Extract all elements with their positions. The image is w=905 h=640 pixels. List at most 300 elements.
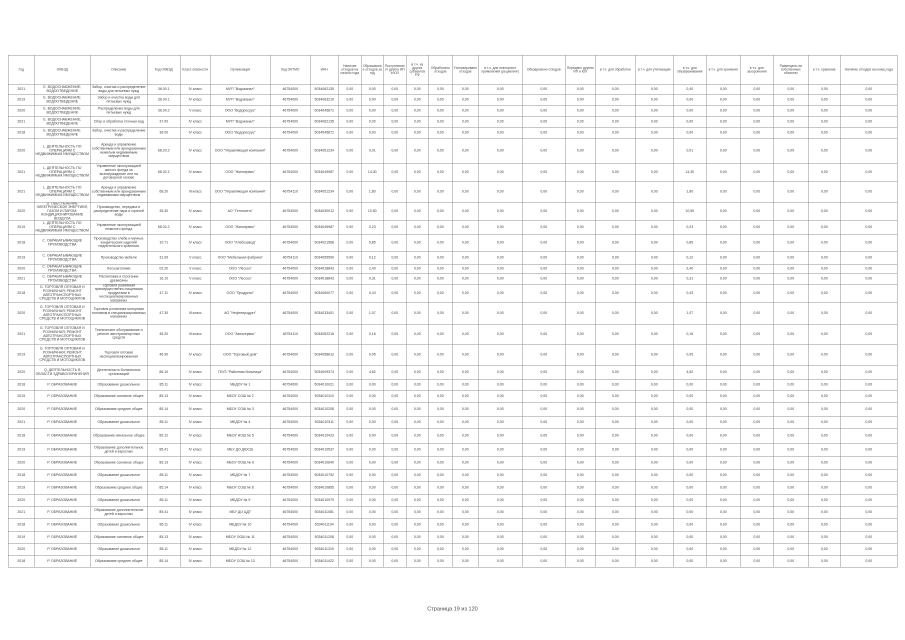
value-cell: 0,00 [707, 482, 741, 495]
hazard-class-cell: IV класс [181, 221, 211, 235]
oktmo-cell: 46754000 [271, 106, 311, 117]
value-cell: 0,00 [384, 444, 407, 457]
value-cell: 0,00 [841, 429, 898, 444]
inn-cell: 5034021568 [311, 235, 339, 252]
value-cell: 0,00 [841, 366, 898, 380]
value-cell: 0,00 [479, 182, 523, 203]
description-cell: Забор и очистка воды для питьевых нужд [91, 95, 148, 106]
value-cell: 0,00 [596, 470, 636, 482]
waste-table [8, 55, 898, 568]
value-cell: 0,00 [429, 117, 453, 128]
value-cell: 0,00 [707, 495, 741, 507]
value-cell: 0,00 [566, 252, 596, 265]
value-cell: 0,00 [429, 345, 453, 366]
okved-code-cell: 68.32.2 [148, 221, 181, 235]
value-cell: 0,85 [362, 235, 384, 252]
value-cell: 0,00 [479, 285, 523, 303]
value-cell: 0,00 [841, 556, 898, 568]
description-cell: Забор, очистка и распределение воды [91, 128, 148, 139]
inn-cell: 5034062135 [311, 85, 339, 95]
description-cell: Аренда и управление собственным или арендованным нежилым недвижимым имуществом [91, 139, 148, 164]
oktmo-cell: 46754000 [271, 482, 311, 495]
value-cell: 0,00 [429, 429, 453, 444]
column-header: в т.ч. хранение [809, 56, 841, 85]
value-cell: 0,00 [809, 221, 841, 235]
value-cell: 0,00 [453, 366, 479, 380]
description-cell: Образование дошкольное [91, 417, 148, 429]
hazard-class-cell: V класс [181, 265, 211, 274]
value-cell: 0,00 [636, 366, 674, 380]
hazard-class-cell: IV класс [181, 507, 211, 519]
organization-cell: МБОУ СОШ № 13 [211, 556, 271, 568]
value-cell: 0,00 [453, 117, 479, 128]
inn-cell: 5034011319 [311, 544, 339, 556]
hazard-class-cell: IV класс [181, 519, 211, 532]
value-cell: 0,00 [707, 303, 741, 325]
inn-cell: 5034010640 [311, 457, 339, 470]
value-cell: 0,00 [453, 85, 479, 95]
value-cell: 0,00 [636, 403, 674, 417]
value-cell: 0,00 [453, 139, 479, 164]
value-cell: 0,00 [674, 544, 707, 556]
hazard-class-cell: IV класс [181, 235, 211, 252]
value-cell: 0,00 [596, 544, 636, 556]
value-cell: 0,00 [741, 106, 774, 117]
value-cell: 0,00 [707, 235, 741, 252]
value-cell: 0,00 [809, 265, 841, 274]
okved-code-cell: 85.12 [148, 429, 181, 444]
value-cell: 0,00 [479, 117, 523, 128]
value-cell: 0,00 [774, 507, 809, 519]
value-cell: 0,00 [523, 544, 566, 556]
value-cell: 0,00 [384, 182, 407, 203]
value-cell: 0,00 [707, 285, 741, 303]
value-cell: 0,00 [841, 285, 898, 303]
value-cell: 0,00 [523, 429, 566, 444]
value-cell: 0,00 [339, 556, 362, 568]
value-cell: 0,00 [774, 345, 809, 366]
value-cell: 0,00 [707, 265, 741, 274]
value-cell: 0,00 [774, 274, 809, 285]
organization-cell: МБУ ДО ДЮСШ [211, 444, 271, 457]
column-header: Передано другим ИП и ЮЛ [566, 56, 596, 85]
okved-section-cell: L. ДЕЯТЕЛЬНОСТЬ ПО ОПЕРАЦИЯМ С НЕДВИЖИМЫМ ИМУЩЕСТВОМ [35, 164, 91, 182]
value-cell: 0,00 [596, 482, 636, 495]
value-cell: 0,00 [453, 519, 479, 532]
value-cell: 0,00 [566, 95, 596, 106]
value-cell: 0,00 [707, 182, 741, 203]
value-cell: 0,00 [774, 265, 809, 274]
value-cell: 0,00 [429, 391, 453, 403]
value-cell: 0,00 [407, 444, 429, 457]
value-cell: 0,00 [407, 274, 429, 285]
hazard-class-cell: IV класс [181, 139, 211, 164]
value-cell: 0,00 [384, 303, 407, 325]
description-cell: Лесозаготовки [91, 265, 148, 274]
value-cell: 0,00 [566, 128, 596, 139]
value-cell: 1,80 [362, 182, 384, 203]
value-cell: 0,00 [407, 85, 429, 95]
value-cell: 0,00 [707, 403, 741, 417]
value-cell: 0,00 [841, 203, 898, 221]
value-cell: 0,00 [566, 366, 596, 380]
year-cell: 2020 [9, 265, 35, 274]
okved-section-cell: Р. ОБРАЗОВАНИЕ [35, 507, 91, 519]
description-cell: Образование дополнительное детей и взрослых [91, 507, 148, 519]
value-cell: 0,00 [566, 470, 596, 482]
value-cell: 0,00 [429, 470, 453, 482]
description-cell: Образование дошкольное [91, 544, 148, 556]
okved-section-cell: Р. ОБРАЗОВАНИЕ [35, 403, 91, 417]
inn-cell: 5034049987 [311, 164, 339, 182]
value-cell: 0,00 [407, 403, 429, 417]
value-cell: 0,00 [809, 274, 841, 285]
value-cell: 0,00 [596, 457, 636, 470]
organization-cell: МУП "Водоканал" [211, 85, 271, 95]
value-cell: 0,00 [384, 544, 407, 556]
okved-code-cell: 85.11 [148, 495, 181, 507]
value-cell: 0,00 [407, 164, 429, 182]
value-cell: 0,23 [674, 221, 707, 235]
hazard-class-cell: IV класс [181, 556, 211, 568]
value-cell: 0,00 [384, 417, 407, 429]
value-cell: 0,00 [523, 85, 566, 95]
value-cell: 0,00 [596, 95, 636, 106]
value-cell: 0,00 [339, 482, 362, 495]
value-cell: 0,00 [674, 106, 707, 117]
value-cell: 0,00 [741, 117, 774, 128]
value-cell: 0,00 [774, 417, 809, 429]
value-cell: 0,00 [774, 285, 809, 303]
value-cell: 0,00 [523, 532, 566, 544]
inn-cell: 5034010865 [311, 482, 339, 495]
value-cell: 0,00 [596, 164, 636, 182]
organization-cell: ООО "Водоресурс" [211, 106, 271, 117]
value-cell: 0,00 [429, 482, 453, 495]
value-cell: 0,00 [809, 532, 841, 544]
value-cell: 2,40 [674, 265, 707, 274]
value-cell: 0,00 [741, 285, 774, 303]
value-cell: 0,00 [636, 285, 674, 303]
value-cell: 0,00 [339, 470, 362, 482]
column-header: Код ОКТМО [271, 56, 311, 85]
value-cell: 0,00 [453, 182, 479, 203]
value-cell: 0,00 [384, 345, 407, 366]
value-cell: 0,00 [479, 303, 523, 325]
value-cell: 0,00 [407, 203, 429, 221]
column-header: Код ОКВЭД [148, 56, 181, 85]
value-cell: 0,00 [596, 139, 636, 164]
value-cell: 0,00 [339, 325, 362, 345]
okved-section-cell: Е. ВОДОСНАБЖЕНИЕ; ВОДООТВЕДЕНИЕ [35, 128, 91, 139]
value-cell: 0,00 [384, 325, 407, 345]
value-cell: 0,00 [429, 128, 453, 139]
value-cell: 0,00 [566, 380, 596, 391]
value-cell: 0,00 [841, 106, 898, 117]
description-cell: Управление эксплуатацией жилого фонда за вознаграждение или на договорной основе [91, 164, 148, 182]
value-cell: 0,00 [741, 203, 774, 221]
organization-cell: ГБУЗ "Районная больница" [211, 366, 271, 380]
value-cell: 0,00 [596, 507, 636, 519]
okved-section-cell: L. ДЕЯТЕЛЬНОСТЬ ПО ОПЕРАЦИЯМ С НЕДВИЖИМЫМ ИМУЩЕСТВОМ [35, 221, 89, 233]
value-cell: 0,00 [741, 95, 774, 106]
value-cell: 0,00 [566, 495, 596, 507]
value-cell: 0,00 [453, 106, 479, 117]
column-header: Описание [91, 56, 148, 85]
value-cell: 0,00 [407, 128, 429, 139]
value-cell: 0,00 [809, 164, 841, 182]
value-cell: 0,00 [596, 391, 636, 403]
value-cell: 0,00 [841, 182, 898, 203]
value-cell: 0,00 [841, 507, 898, 519]
organization-cell: ООО "Торговый дом" [211, 345, 271, 366]
value-cell: 0,00 [339, 139, 362, 164]
value-cell: 0,00 [674, 117, 707, 128]
value-cell: 0,00 [596, 556, 636, 568]
value-cell: 0,00 [566, 507, 596, 519]
value-cell: 0,00 [479, 235, 523, 252]
value-cell: 0,00 [479, 482, 523, 495]
value-cell: 0,00 [479, 85, 523, 95]
inn-cell: 5034045871 [311, 106, 339, 117]
value-cell: 0,00 [339, 106, 362, 117]
value-cell: 0,00 [636, 164, 674, 182]
value-cell: 0,00 [479, 164, 523, 182]
value-cell: 0,00 [407, 556, 429, 568]
value-cell: 0,00 [362, 85, 384, 95]
value-cell: 0,00 [453, 285, 479, 303]
column-header: в т.ч. из других субъектов РФ [407, 56, 429, 85]
value-cell: 0,00 [636, 274, 674, 285]
value-cell: 0,00 [741, 556, 774, 568]
value-cell: 0,00 [809, 495, 841, 507]
value-cell: 0,00 [707, 203, 741, 221]
okved-code-cell: 31.09 [148, 252, 181, 265]
value-cell: 0,00 [674, 470, 707, 482]
value-cell: 0,00 [453, 556, 479, 568]
value-cell: 0,00 [774, 106, 809, 117]
value-cell: 0,00 [384, 403, 407, 417]
value-cell: 0,00 [523, 164, 566, 182]
hazard-class-cell: III класс [181, 325, 211, 345]
value-cell: 0,00 [429, 507, 453, 519]
value-cell: 0,00 [741, 470, 774, 482]
description-cell: Образование основное общее [91, 532, 148, 544]
column-header: в т.ч. для повторного применения (рециклинг) [479, 56, 523, 85]
value-cell: 0,00 [707, 417, 741, 429]
value-cell: 0,00 [741, 85, 774, 95]
value-cell: 0,00 [774, 221, 809, 235]
value-cell: 0,00 [362, 117, 384, 128]
inn-cell: 5034011081 [311, 507, 339, 519]
value-cell: 0,00 [479, 417, 523, 429]
value-cell: 0,40 [674, 85, 707, 95]
value-cell: 0,00 [841, 380, 898, 391]
value-cell: 0,00 [707, 444, 741, 457]
value-cell: 0,00 [384, 556, 407, 568]
okved-section-cell: Р. ОБРАЗОВАНИЕ [35, 391, 91, 403]
value-cell: 0,00 [707, 470, 741, 482]
oktmo-cell: 46754000 [271, 128, 311, 139]
value-cell: 0,00 [523, 380, 566, 391]
value-cell: 0,00 [566, 182, 596, 203]
value-cell: 0,00 [339, 274, 362, 285]
okved-section-cell: Е. ВОДОСНАБЖЕНИЕ; ВОДООТВЕДЕНИЕ [35, 106, 91, 117]
value-cell: 0,00 [339, 380, 362, 391]
year-cell: 2020 [9, 403, 35, 417]
description-cell: Образование дошкольное [91, 470, 148, 482]
inn-cell: 5034010208 [311, 403, 339, 417]
organization-cell: МУП "Водоканал" [211, 95, 271, 106]
value-cell: 0,00 [841, 128, 898, 139]
organization-cell: МБУ ДО ЦДТ [211, 507, 271, 519]
value-cell: 0,00 [841, 265, 898, 274]
description-cell: Образование основное общее [91, 457, 148, 470]
value-cell: 0,00 [407, 482, 429, 495]
value-cell: 0,00 [384, 85, 407, 95]
value-cell: 0,00 [774, 85, 809, 95]
organization-cell: МБОУ СОШ № 8 [211, 482, 271, 495]
value-cell: 0,00 [707, 252, 741, 265]
value-cell: 0,00 [636, 139, 674, 164]
okved-code-cell: 85.11 [148, 380, 181, 391]
value-cell: 0,00 [523, 519, 566, 532]
value-cell: 0,00 [362, 444, 384, 457]
value-cell: 0,00 [774, 380, 809, 391]
value-cell: 0,00 [596, 532, 636, 544]
value-cell: 0,00 [523, 403, 566, 417]
value-cell: 0,00 [674, 457, 707, 470]
value-cell: 0,00 [674, 495, 707, 507]
value-cell: 0,00 [362, 429, 384, 444]
organization-cell: ООО "Жилсервис" [211, 221, 271, 235]
okved-section-cell: Р. ОБРАЗОВАНИЕ [35, 429, 91, 444]
column-header: Поступление от других ИП и ЮЛ [384, 56, 407, 85]
inn-cell: 5034011194 [311, 519, 339, 532]
oktmo-cell: 46754000 [271, 303, 311, 325]
value-cell: 0,00 [407, 457, 429, 470]
oktmo-cell: 46754110 [271, 182, 311, 203]
value-cell: 0,00 [479, 252, 523, 265]
okved-section-cell: Р. ОБРАЗОВАНИЕ [35, 470, 91, 482]
value-cell: 0,00 [523, 182, 566, 203]
value-cell: 0,00 [429, 403, 453, 417]
value-cell: 0,00 [384, 507, 407, 519]
value-cell: 0,00 [841, 444, 898, 457]
value-cell: 0,00 [384, 495, 407, 507]
okved-code-cell: 37.00 [148, 117, 181, 128]
value-cell: 0,00 [407, 507, 429, 519]
value-cell: 0,00 [523, 417, 566, 429]
description-cell: Торговля розничная преимущественно пищевыми продуктами в неспециализированных магазинах [91, 285, 148, 303]
description-cell: Образование среднее общее [91, 556, 148, 568]
value-cell: 0,00 [741, 495, 774, 507]
value-cell: 0,05 [362, 345, 384, 366]
value-cell: 0,00 [841, 139, 898, 164]
value-cell: 0,00 [429, 265, 453, 274]
value-cell: 0,00 [566, 457, 596, 470]
value-cell: 0,00 [479, 274, 523, 285]
inn-cell: 5034010537 [311, 444, 339, 457]
column-header: Утилизировано отходов [453, 56, 479, 85]
value-cell: 2,40 [362, 265, 384, 274]
year-cell: 2020 [9, 495, 35, 507]
oktmo-cell: 46754000 [271, 221, 311, 235]
value-cell: 0,00 [339, 519, 362, 532]
value-cell: 0,00 [809, 417, 841, 429]
value-cell: 0,00 [453, 235, 479, 252]
value-cell: 0,00 [636, 519, 674, 532]
oktmo-cell: 46754000 [271, 507, 311, 519]
value-cell: 0,00 [636, 182, 674, 203]
value-cell: 10,50 [674, 203, 707, 221]
year-cell: 2018 [9, 128, 35, 139]
description-cell: Забор, очистка и распределение воды для питьевых нужд [91, 85, 148, 95]
value-cell: 0,00 [566, 139, 596, 164]
value-cell: 0,00 [741, 235, 774, 252]
value-cell: 0,00 [636, 495, 674, 507]
description-cell: Распределение воды для питьевых нужд [91, 106, 148, 117]
inn-cell: 5034045871 [311, 128, 339, 139]
value-cell: 0,00 [429, 252, 453, 265]
value-cell: 0,00 [774, 544, 809, 556]
value-cell: 0,00 [596, 203, 636, 221]
value-cell: 0,00 [596, 265, 636, 274]
value-cell: 0,00 [453, 532, 479, 544]
value-cell: 0,00 [339, 252, 362, 265]
value-cell: 0,00 [741, 252, 774, 265]
okved-section-cell: Р. ОБРАЗОВАНИЕ [35, 444, 91, 457]
value-cell: 0,00 [453, 380, 479, 391]
okved-section-cell: Е. ВОДОСНАБЖЕНИЕ; ВОДООТВЕДЕНИЕ [35, 117, 91, 128]
inn-cell: 5034033401 [311, 303, 339, 325]
hazard-class-cell: IV класс [181, 482, 211, 495]
value-cell: 0,00 [362, 556, 384, 568]
inn-cell: 5034018843 [311, 265, 339, 274]
value-cell: 0,00 [774, 457, 809, 470]
hazard-class-cell: IV класс [181, 532, 211, 544]
value-cell: 0,16 [362, 325, 384, 345]
organization-cell: МБОУ СОШ № 2 [211, 391, 271, 403]
value-cell: 0,00 [774, 252, 809, 265]
value-cell: 0,00 [774, 128, 809, 139]
organization-cell: МУП "Водоканал" [211, 117, 271, 128]
value-cell: 0,00 [636, 544, 674, 556]
hazard-class-cell: IV класс [181, 117, 211, 128]
okved-section-cell: Е. ВОДОСНАБЖЕНИЕ; ВОДООТВЕДЕНИЕ [35, 95, 91, 106]
value-cell: 0,00 [453, 345, 479, 366]
description-cell: Образование дополнительное детей и взрослых [91, 444, 148, 457]
value-cell: 0,00 [407, 139, 429, 164]
year-cell: 2018 [9, 380, 35, 391]
year-cell: 2020 [9, 106, 35, 117]
value-cell: 0,00 [339, 532, 362, 544]
year-cell: 2021 [9, 274, 35, 285]
value-cell: 0,00 [407, 391, 429, 403]
value-cell: 0,00 [841, 403, 898, 417]
value-cell: 0,00 [479, 507, 523, 519]
value-cell: 0,00 [596, 85, 636, 95]
value-cell: 0,00 [741, 429, 774, 444]
hazard-class-cell: IV класс [181, 417, 211, 429]
value-cell: 0,00 [407, 106, 429, 117]
okved-code-cell: 68.32.1 [148, 164, 181, 182]
value-cell: 0,00 [809, 507, 841, 519]
value-cell: 0,00 [523, 470, 566, 482]
value-cell: 0,16 [674, 325, 707, 345]
value-cell: 0,00 [566, 345, 596, 366]
value-cell: 0,00 [339, 507, 362, 519]
